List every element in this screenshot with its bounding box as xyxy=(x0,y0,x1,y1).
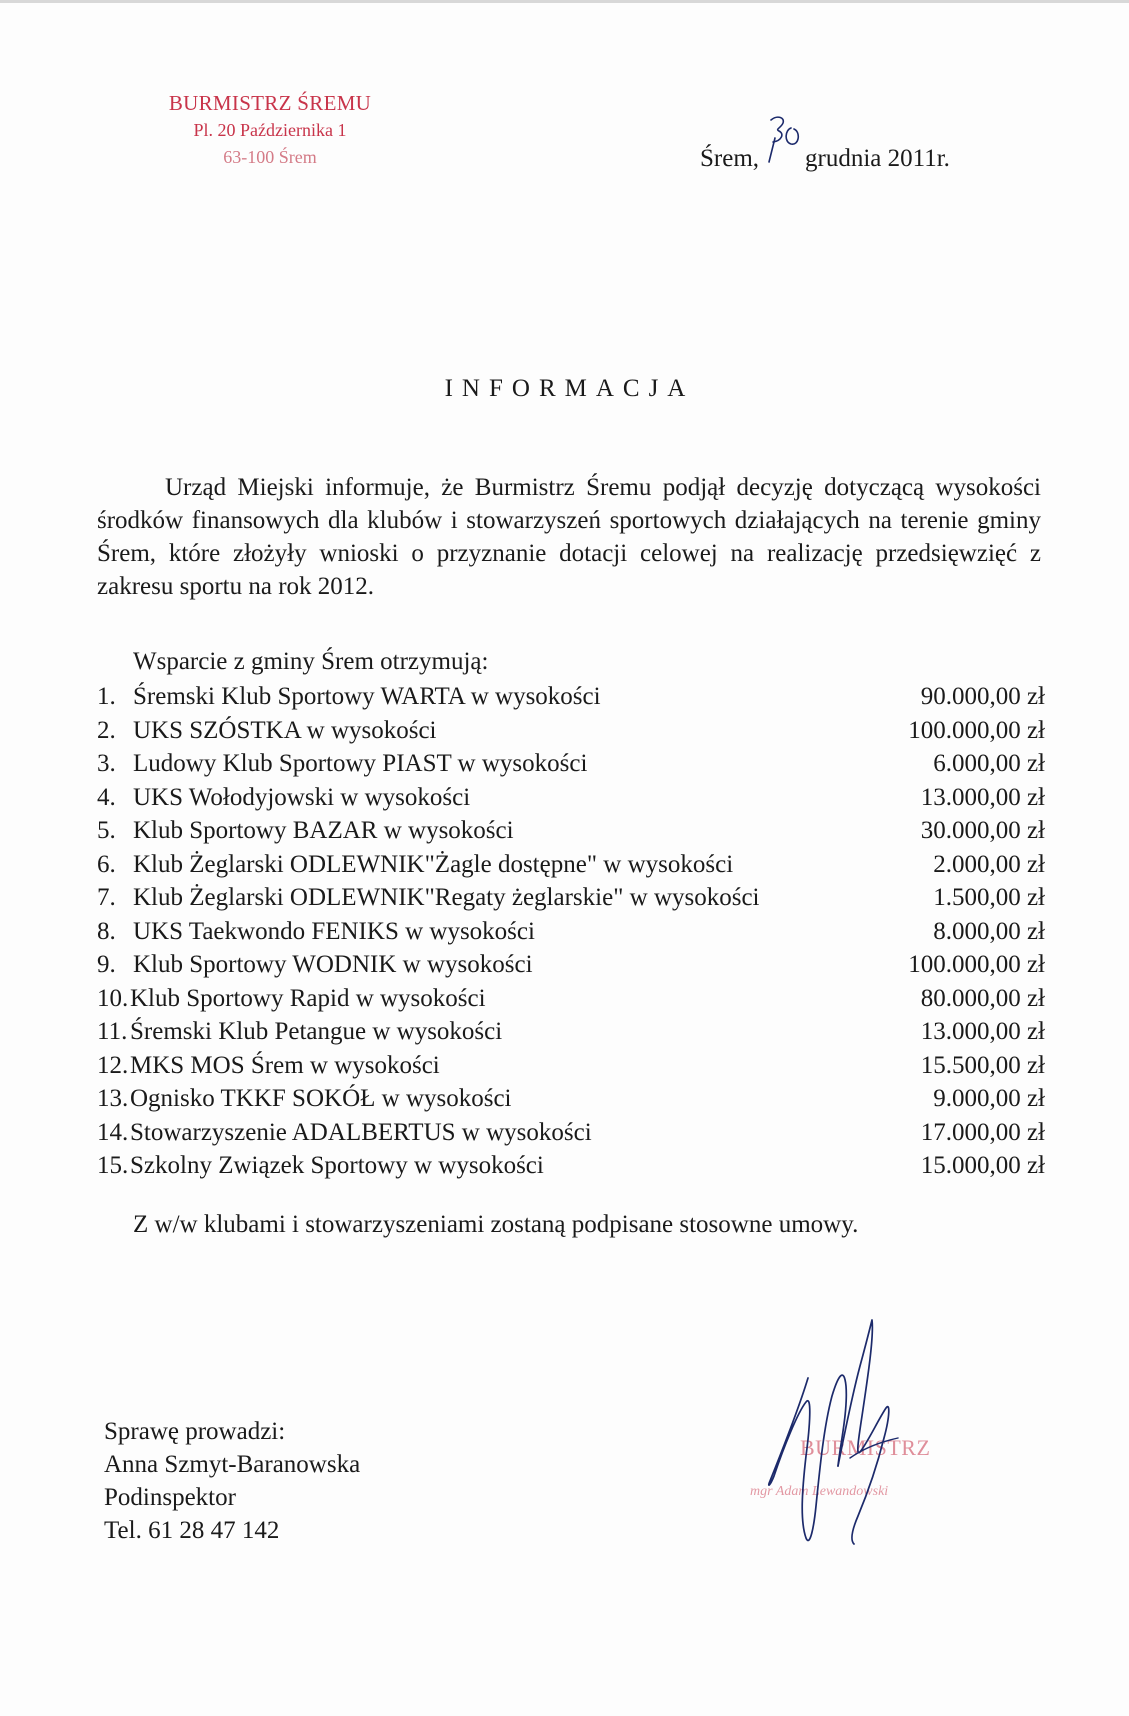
grant-number: 10. xyxy=(97,984,129,1012)
grant-amount: 100.000,00 zł xyxy=(908,951,1045,978)
stamp-postcode: 63-100 Śrem xyxy=(223,147,317,167)
contact-block xyxy=(104,1415,360,1547)
grant-recipient: UKS SZÓSTKA w wysokości xyxy=(133,716,437,744)
grant-item xyxy=(97,1082,1045,1116)
grant-recipient: Stowarzyszenie ADALBERTUS w wysokości xyxy=(130,1118,592,1146)
grant-number: 2. xyxy=(97,716,116,744)
grant-item xyxy=(97,915,1045,949)
grant-recipient: Ognisko TKKF SOKÓŁ w wysokości xyxy=(130,1085,512,1112)
grant-recipient: Szkolny Związek Sportowy w wysokości xyxy=(130,1152,544,1179)
grant-item xyxy=(97,948,1045,982)
grant-recipient: Ludowy Klub Sportowy PIAST w wysokości xyxy=(133,750,588,777)
grant-amount: 80.000,00 zł xyxy=(920,984,1045,1012)
grant-recipient: UKS Wołodyjowski w wysokości xyxy=(133,783,471,811)
grant-amount: 13.000,00 zł xyxy=(920,1018,1045,1045)
date-place: Śrem, xyxy=(700,145,760,172)
grant-recipient: Klub Sportowy WODNIK w wysokości xyxy=(133,951,533,978)
grant-amount: 2.000,00 zł xyxy=(933,850,1045,878)
contact-phone: Tel. 61 28 47 142 xyxy=(104,1517,280,1544)
signature-stamp-name: mgr Adam Lewandowski xyxy=(750,1484,889,1499)
grant-item xyxy=(97,1015,1045,1049)
grant-amount: 6.000,00 zł xyxy=(933,750,1045,777)
handwritten-signature-icon xyxy=(740,1316,980,1566)
intro-paragraph: Urząd Miejski informuje, że Burmistrz Śremu podjął decyzję dotyczącą wysokości środków finansowych dla klubów i stowarzyszeń sportowych działających na terenie gminy Śrem, które złożyły wnioski o przyznanie dotacji celowej na realizację przedsięwzięć z zakresu sportu na rok 2012. xyxy=(97,474,1041,600)
grant-item xyxy=(97,848,1045,882)
grant-recipient: Klub Sportowy Rapid w wysokości xyxy=(130,984,486,1012)
grant-amount: 90.000,00 zł xyxy=(920,683,1045,710)
contact-name: Anna Szmyt-Baranowska xyxy=(104,1451,361,1478)
grant-recipient: Śremski Klub Sportowy WARTA w wysokości xyxy=(133,683,601,710)
grant-number: 7. xyxy=(97,884,116,911)
grant-amount: 100.000,00 zł xyxy=(908,716,1045,744)
grant-amount: 17.000,00 zł xyxy=(920,1118,1045,1146)
grant-number: 8. xyxy=(97,917,116,945)
grant-number: 4. xyxy=(97,783,116,811)
grant-number: 13. xyxy=(97,1085,129,1112)
grant-number: 9. xyxy=(97,951,116,978)
grant-amount: 9.000,00 zł xyxy=(933,1085,1045,1112)
grant-number: 15. xyxy=(97,1152,129,1179)
grant-recipient: Śremski Klub Petangue w wysokości xyxy=(130,1018,503,1045)
grant-amount: 8.000,00 zł xyxy=(933,917,1045,945)
signature-stamp-title: BURMISTRZ xyxy=(800,1435,931,1460)
grant-item xyxy=(97,982,1045,1016)
grant-recipient: MKS MOS Śrem w wysokości xyxy=(130,1051,440,1079)
grant-item xyxy=(97,881,1045,915)
grant-item xyxy=(97,1049,1045,1083)
contact-position: Podinspektor xyxy=(104,1484,236,1511)
grant-number: 6. xyxy=(97,850,116,878)
closing-sentence: Z w/w klubami i stowarzyszeniami zostaną podpisane stosowne umowy. xyxy=(133,1211,859,1238)
grant-recipient: Klub Sportowy BAZAR w wysokości xyxy=(133,817,514,844)
grant-item xyxy=(97,1149,1045,1183)
grant-item xyxy=(97,781,1045,815)
handwritten-day-icon xyxy=(761,114,805,168)
signature-block xyxy=(740,1316,980,1566)
grant-number: 12. xyxy=(97,1051,129,1079)
contact-label: Sprawę prowadzi: xyxy=(104,1418,286,1445)
grant-amount: 15.000,00 zł xyxy=(920,1152,1045,1179)
grant-amount: 13.000,00 zł xyxy=(920,783,1045,811)
date-day-handwritten xyxy=(759,142,805,166)
grant-number: 5. xyxy=(97,817,116,844)
grant-item xyxy=(97,814,1045,848)
document-date xyxy=(700,142,950,173)
support-header: Wsparcie z gminy Śrem otrzymują: xyxy=(133,648,489,675)
scan-edge xyxy=(0,0,1129,3)
grant-number: 3. xyxy=(97,750,116,777)
grant-number: 14. xyxy=(97,1118,129,1146)
grants-list xyxy=(97,680,1045,1183)
grant-recipient: UKS Taekwondo FENIKS w wysokości xyxy=(133,917,535,945)
stamp-title: BURMISTRZ ŚREMU xyxy=(168,91,372,115)
grant-item xyxy=(97,714,1045,748)
grant-item xyxy=(97,1116,1045,1150)
stamp-address: Pl. 20 Października 1 xyxy=(193,120,347,140)
document-title: INFORMACJA xyxy=(444,375,695,402)
grant-number: 1. xyxy=(97,683,116,710)
grant-amount: 15.500,00 zł xyxy=(920,1051,1045,1079)
issuer-stamp xyxy=(150,90,390,171)
grant-recipient: Klub Żeglarski ODLEWNIK"Żagle dostępne" w wysokości xyxy=(133,850,734,878)
grant-item xyxy=(97,747,1045,781)
grant-recipient: Klub Żeglarski ODLEWNIK"Regaty żeglarskie" w wysokości xyxy=(133,884,760,911)
grant-item xyxy=(97,680,1045,714)
grant-amount: 1.500,00 zł xyxy=(933,884,1045,911)
grant-number: 11. xyxy=(97,1018,128,1045)
grant-amount: 30.000,00 zł xyxy=(920,817,1045,844)
date-month-year: grudnia 2011r. xyxy=(805,145,950,172)
